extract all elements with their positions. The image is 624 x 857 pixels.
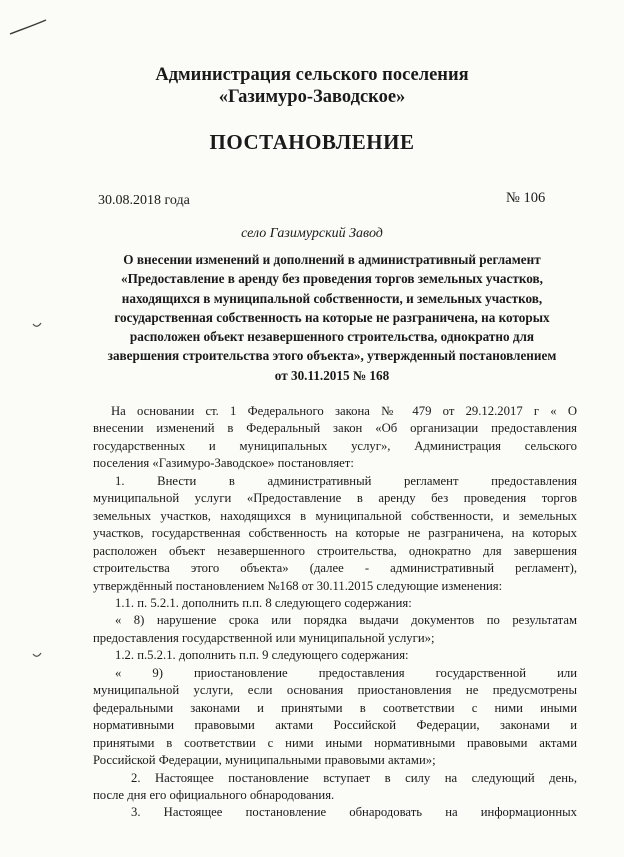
body-line: 2. Настоящее постановление вступает в силу на следующий день, <box>131 770 577 785</box>
document-date: 30.08.2018 года <box>98 193 190 208</box>
scan-artifact-mark <box>32 652 42 660</box>
body-line: поселения «Газимуро-Заводское» постановляет: <box>93 456 354 471</box>
organization-line-1: Администрация сельского поселения <box>155 65 469 85</box>
organization-name <box>0 64 624 108</box>
title-line: государственная собственность на которые не разграничена, на которых <box>114 309 550 325</box>
body-line: земельных участков, находящихся в муниципальной собственности, и земельных <box>93 508 577 523</box>
organization-line-2: «Газимуро-Заводское» <box>218 87 406 107</box>
title-line: находящихся в муниципальной собственности, и земельных участков, <box>121 290 543 306</box>
body-line: муниципальной услуги «Предоставление в аренду без проведения торгов <box>93 491 577 506</box>
document-number: № 106 <box>506 190 546 206</box>
body-line: 3. Настоящее постановление обнародовать на информационных <box>131 805 577 820</box>
place-of-issue: село Газимурский Завод <box>241 226 383 241</box>
title-line: расположен объект незавершенного строительства, однократно для <box>129 329 535 345</box>
body-line: принятыми в соответствии с ними иными нормативными правовыми актами <box>93 735 577 750</box>
title-line: «Предоставление в аренду без проведения торгов земельных участков, <box>121 271 543 287</box>
body-line: строительства этого объекта» (далее - административный регламент), <box>93 561 577 576</box>
body-line: нормативными правовыми актами Российской Федерации, законами и <box>93 718 577 733</box>
title-line: от 30.11.2015 № 168 <box>274 367 390 383</box>
scan-artifact-mark <box>32 322 42 330</box>
body-line: расположен объект незавершенного строительства, однократно для завершения <box>93 543 577 558</box>
title-line: завершения строительства этого объекта», утвержденный постановлением <box>107 348 557 364</box>
body-line: федеральными законами и принятыми в соответствии с ними иными <box>93 700 577 715</box>
body-line: Российской Федерации, муниципальными правовыми актами»; <box>93 753 436 768</box>
body-line: государственных и муниципальных услуг», Администрация сельского <box>93 438 577 453</box>
body-line: предоставления государственной или муниципальной услуги»; <box>93 630 435 645</box>
scan-artifact-stroke <box>8 16 48 38</box>
body-line: муниципальной услуги, если основания приостановления не предусмотрены <box>93 683 577 698</box>
document-body <box>93 403 577 822</box>
body-line: после дня его официального обнародования. <box>93 787 335 802</box>
body-line: « 9) приостановление предоставления государственной или <box>115 665 577 680</box>
document-type: ПОСТАНОВЛЕНИЕ <box>209 130 415 154</box>
document-title <box>90 250 574 385</box>
body-line: На основании ст. 1 Федерального закона № 479 от 29.12.2017 г « О <box>111 404 577 418</box>
body-line: участков, государственная собственность на которые не разграничена, на которых <box>93 526 577 541</box>
body-line: « 8) нарушение срока или порядка выдачи документов по результатам <box>115 613 577 628</box>
body-line: внесении изменений в Федеральный закон «Об организации предоставления <box>93 421 577 436</box>
body-line: 1.1. п. 5.2.1. дополнить п.п. 8 следующего содержания: <box>115 595 412 610</box>
body-line: 1.2. п.5.2.1. дополнить п.п. 9 следующего содержания: <box>115 648 409 663</box>
body-line: 1. Внести в административный регламент предоставления <box>115 473 577 488</box>
title-line: О внесении изменений и дополнений в административный регламент <box>123 252 541 267</box>
body-line: утверждённый постановлением №168 от 30.11.2015 следующие изменения: <box>93 578 503 593</box>
